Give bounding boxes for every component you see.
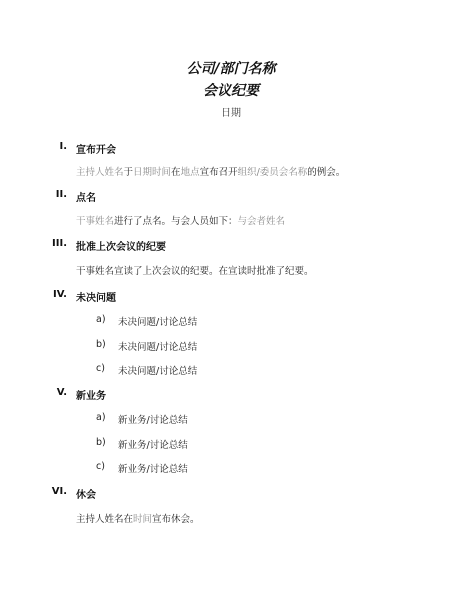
list-item-marker: b): [96, 339, 106, 350]
placeholder-text: 组织/委员会名称: [237, 167, 308, 178]
document-title: 公司/部门名称: [186, 61, 276, 77]
paragraph-text: 在: [171, 167, 181, 178]
paragraph-text: 于: [123, 167, 134, 178]
list-item-marker: a): [96, 314, 106, 325]
list-item: 未决问题/讨论总结: [118, 317, 198, 328]
document-subtitle: 会议纪要: [203, 83, 259, 99]
paragraph-text: 主持人姓名在: [76, 514, 134, 525]
list-item: 未决问题/讨论总结: [118, 342, 198, 353]
meeting-date: 日期: [221, 108, 241, 119]
paragraph-text: 干事姓名宣读了上次会议的纪要。在宣读时批准了纪要。: [76, 266, 314, 277]
section-number: V.: [56, 387, 67, 398]
paragraph-text: 的例会。: [307, 167, 346, 178]
section-number: I.: [59, 141, 67, 152]
list-item: 新业务/讨论总结: [118, 440, 188, 451]
list-item: 未决问题/讨论总结: [118, 366, 198, 377]
list-item-marker: c): [96, 461, 105, 472]
placeholder-text: 与会者姓名: [237, 216, 286, 227]
section-paragraph: [76, 263, 314, 277]
section-heading: 批准上次会议的纪要: [76, 242, 166, 253]
section-paragraph: [76, 213, 285, 227]
list-item-marker: b): [96, 437, 106, 448]
paragraph-text: 宣布召开: [199, 167, 238, 178]
section-heading: 点名: [76, 193, 96, 204]
section-heading: 休会: [76, 490, 96, 501]
section-number: VI.: [51, 486, 67, 497]
list-item: 新业务/讨论总结: [118, 464, 188, 475]
section-number: IV.: [53, 289, 67, 300]
list-item-marker: a): [96, 412, 106, 423]
section-paragraph: [76, 164, 345, 178]
placeholder-text: 干事姓名: [76, 216, 115, 227]
list-item: 新业务/讨论总结: [118, 415, 188, 426]
section-number: II.: [55, 189, 67, 200]
placeholder-text: 地点: [180, 167, 200, 178]
section-heading: 宣布开会: [76, 145, 116, 156]
section-number: III.: [52, 238, 67, 249]
placeholder-text: 日期时间: [133, 167, 172, 178]
placeholder-text: 主持人姓名: [76, 167, 124, 178]
section-paragraph: [76, 511, 200, 525]
placeholder-text: 时间: [133, 514, 153, 525]
section-heading: 未决问题: [76, 293, 116, 304]
paragraph-text: 进行了点名。与会人员如下：: [114, 216, 238, 227]
list-item-marker: c): [96, 363, 105, 374]
section-heading: 新业务: [76, 391, 106, 402]
paragraph-text: 宣布休会。: [152, 514, 200, 525]
